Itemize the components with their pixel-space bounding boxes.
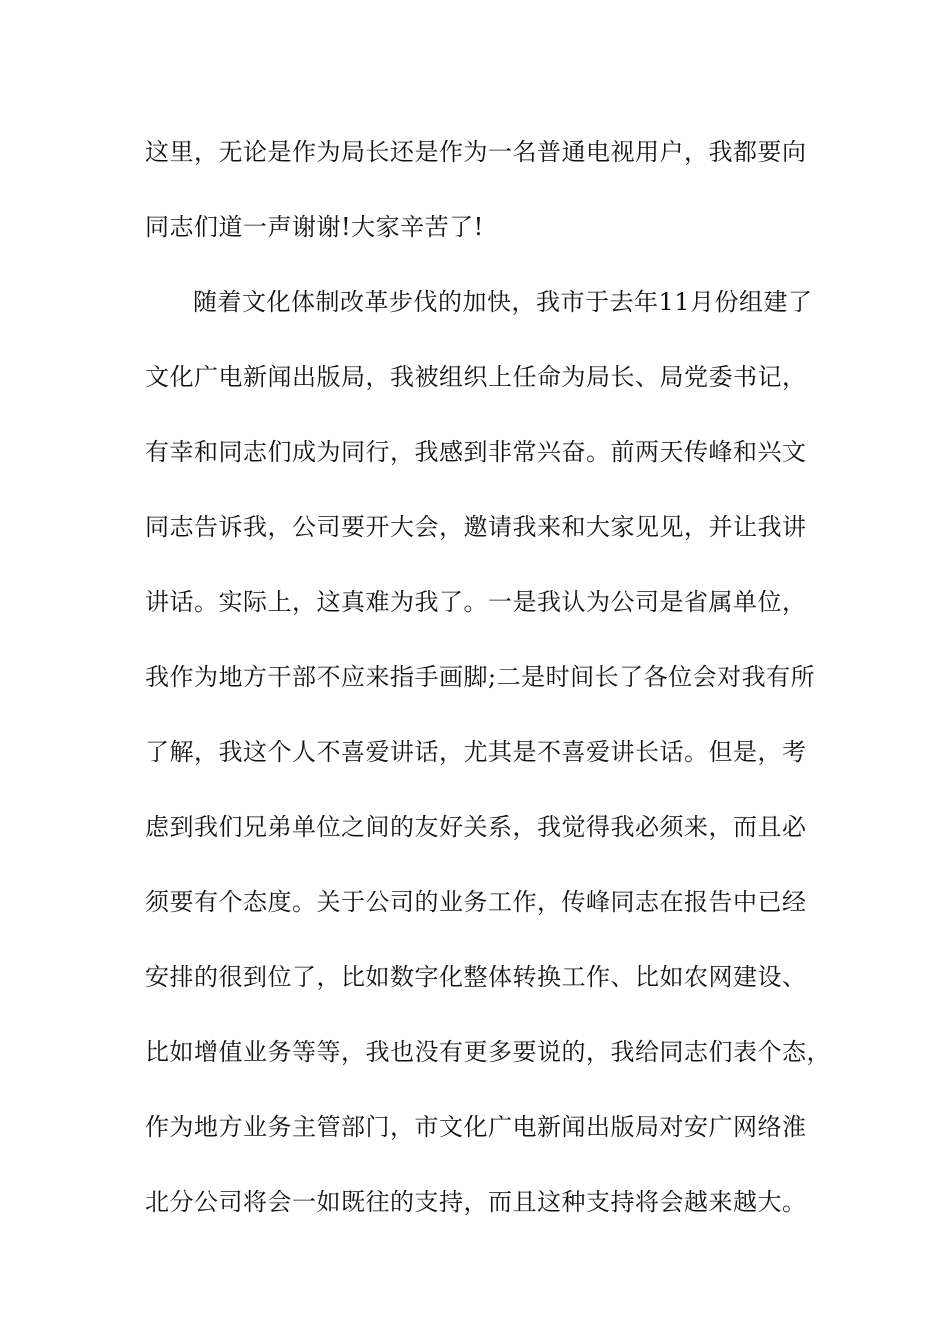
text-line: 了解，我这个人不喜爱讲话，尤其是不喜爱讲长话。但是，考 [145, 738, 807, 766]
text-line: 须要有个态度。关于公司的业务工作，传峰同志在报告中已经 [145, 888, 807, 916]
text-line: 这里，无论是作为局长还是作为一名普通电视用户，我都要向 [145, 138, 807, 166]
text-line: 同志告诉我，公司要开大会，邀请我来和大家见见，并让我讲 [145, 513, 807, 541]
text-line: 我作为地方干部不应来指手画脚;二是时间长了各位会对我有所 [145, 663, 816, 691]
text-line: 讲话。实际上，这真难为我了。一是我认为公司是省属单位， [145, 588, 807, 616]
text-line: 安排的很到位了，比如数字化整体转换工作、比如农网建设、 [145, 963, 807, 991]
paragraph-first-line: 随着文化体制改革步伐的加快，我市于去年11月份组建了 [193, 288, 813, 316]
text-line: 虑到我们兄弟单位之间的友好关系，我觉得我必须来，而且必 [145, 813, 807, 841]
text-line: 文化广电新闻出版局，我被组织上任命为局长、局党委书记， [145, 363, 807, 391]
text-line: 作为地方业务主管部门，市文化广电新闻出版局对安广网络淮 [145, 1113, 807, 1141]
text-line: 北分公司将会一如既往的支持，而且这种支持将会越来越大。 [145, 1188, 807, 1216]
body-text [145, 127, 835, 1252]
text-line: 同志们道一声谢谢!大家辛苦了! [145, 213, 484, 241]
text-line: 比如增值业务等等，我也没有更多要说的，我给同志们表个态， [145, 1038, 831, 1066]
text-line: 有幸和同志们成为同行，我感到非常兴奋。前两天传峰和兴文 [145, 438, 807, 466]
